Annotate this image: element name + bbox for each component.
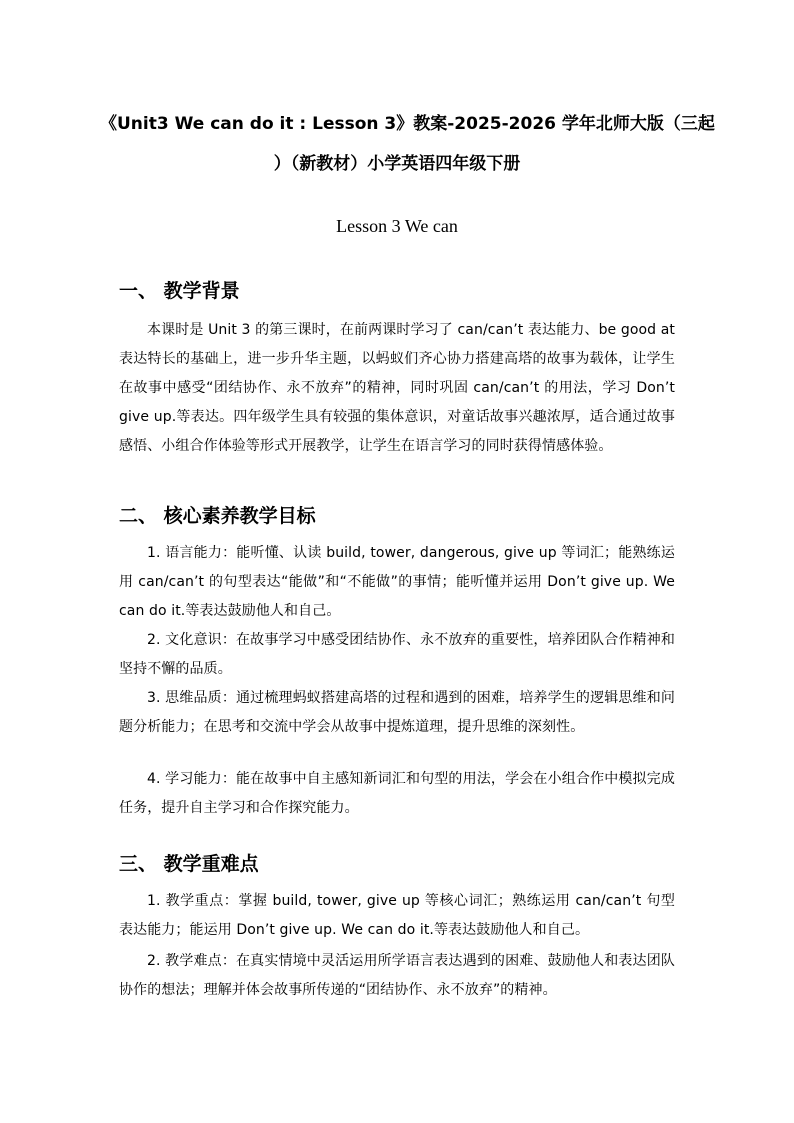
objective-learning-ability: 4. 学习能力：能在故事中自主感知新词汇和句型的用法，学会在小组合作中模拟完成任务，提升自主学习和合作探究能力。 <box>119 771 675 816</box>
objective-thinking-quality: 3. 思维品质：通过梳理蚂蚁搭建高塔的过程和遇到的困难，培养学生的逻辑思维和问题分析能力；在思考和交流中学会从故事中提炼道理，提升思维的深刻性。 <box>119 690 675 735</box>
document-title-line-2: ）（新教材）小学英语四年级下册 <box>273 154 521 174</box>
paragraph-background: 本课时是 Unit 3 的第三课时，在前两课时学习了 can/can’t 表达能力、be good at 表达特长的基础上，进一步升华主题，以蚂蚁们齐心协力搭建高塔的故事为载体，让学生在故事中感受“团结协作、永不放弃”的精神，同时巩固 can/can’t 的用法，学习 Don’t give up.等表达。四年级学生具有较强的集体意识，对童话故事兴趣浓厚，适合通过故事感悟、小组合作体验等形式开展教学，让学生在语言学习的同时获得情感体验。 <box>119 322 675 454</box>
key-point-focus: 1. 教学重点：掌握 build, tower, give up 等核心词汇；熟练运用 can/can’t 句型表达能力；能运用 Don’t give up. We can do it.等表达鼓励他人和自己。 <box>119 893 675 938</box>
section-heading-key-points: 三、 教学重难点 <box>119 853 259 875</box>
objective-cultural-awareness: 2. 文化意识：在故事学习中感受团结协作、永不放弃的重要性，培养团队合作精神和坚持不懈的品质。 <box>119 632 675 677</box>
lesson-title: Lesson 3 We can <box>336 216 458 236</box>
document-title-line-1: 《Unit3 We can do it : Lesson 3》教案-2025-2026 学年北师大版（三起 <box>100 114 715 134</box>
section-heading-background: 一、 教学背景 <box>119 280 240 302</box>
objective-language-ability: 1. 语言能力：能听懂、认读 build, tower, dangerous, give up 等词汇；能熟练运用 can/can’t 的句型表达“能做”和“不能做”的事情；能听懂并运用 Don’t give up. We can do it.等表达鼓励他人和自己。 <box>119 545 675 619</box>
key-point-difficulty: 2. 教学难点：在真实情境中灵活运用所学语言表达遇到的困难、鼓励他人和表达团队协作的想法；理解并体会故事所传递的“团结协作、永不放弃”的精神。 <box>119 953 675 998</box>
section-heading-objectives: 二、 核心素养教学目标 <box>119 505 316 527</box>
